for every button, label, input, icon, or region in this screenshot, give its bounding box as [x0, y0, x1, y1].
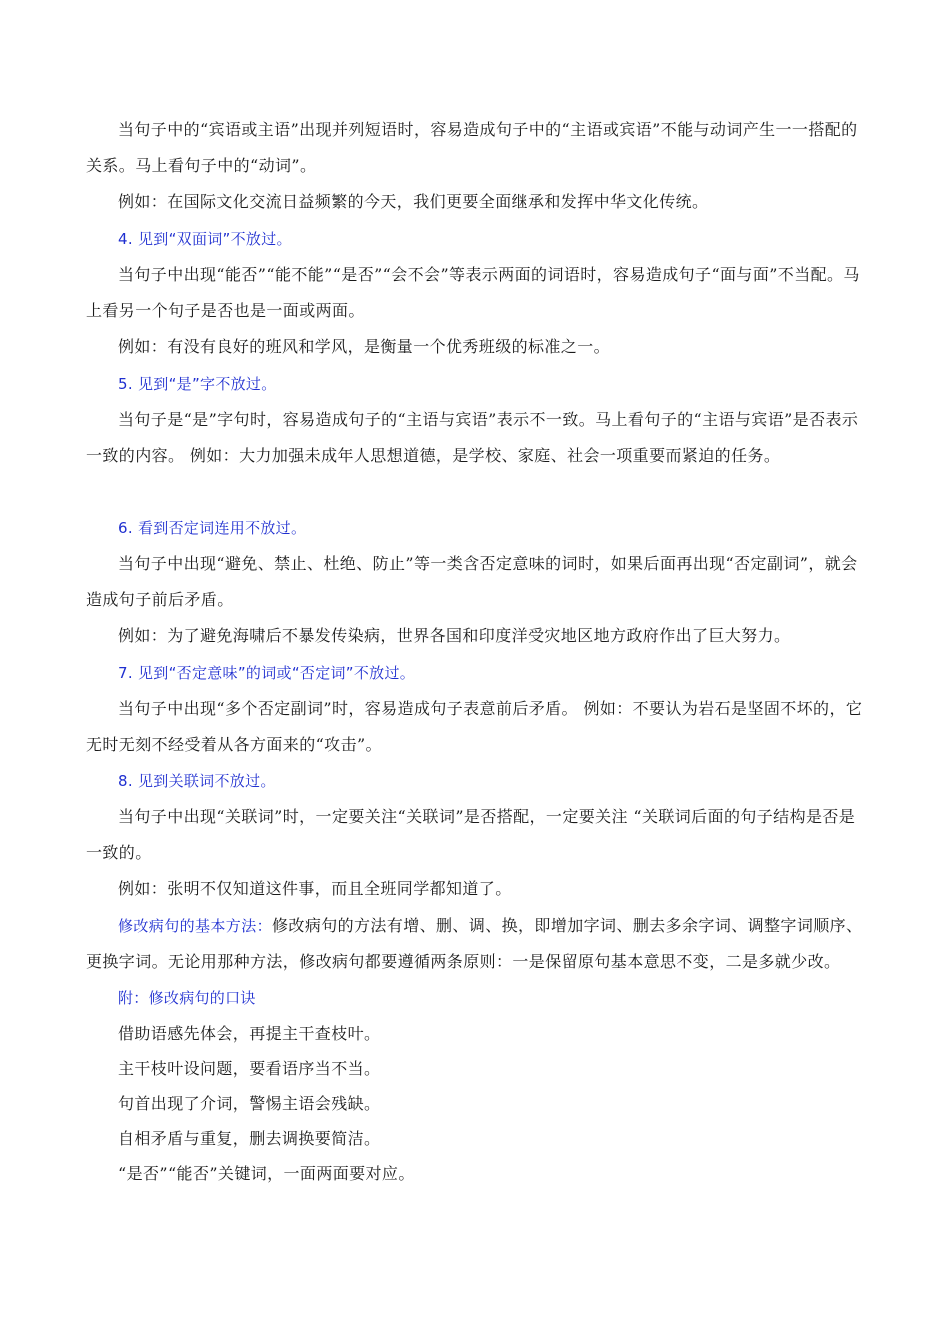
appendix-heading: 附：修改病句的口诀: [118, 989, 256, 1007]
paragraph: 当句子中出现“能否”“能不能”“是否”“会不会”等表示两面的词语时，容易造成句子“面与面”不当配。马上看另一个句子是否也是一面或两面。: [86, 265, 860, 320]
section-heading-8: 8. 见到关联词不放过。: [118, 772, 276, 790]
section-heading-6: 6. 看到否定词连用不放过。: [118, 519, 307, 537]
method-paragraph: [86, 908, 866, 980]
example: 例如：有没有良好的班风和学风，是衡量一个优秀班级的标准之一。: [118, 337, 611, 356]
paragraph: 当句子中出现“避免、禁止、杜绝、防止”等一类含否定意味的词时，如果后面再出现“否定副词”，就会造成句子前后矛盾。: [86, 554, 858, 609]
verse-line: “是否”“能否”关键词，一面两面要对应。: [118, 1164, 415, 1183]
verse-line: 借助语感先体会，再提主干查枝叶。: [118, 1024, 381, 1043]
section-heading-4: 4. 见到“双面词”不放过。: [118, 230, 292, 248]
verse-line: 自相矛盾与重复，删去调换要简洁。: [118, 1129, 381, 1148]
paragraph: 当句子中出现“多个否定副词”时，容易造成句子表意前后矛盾。 例如：不要认为岩石是坚固不坏的，它无时无刻不经受着从各方面来的“攻击”。: [86, 699, 863, 754]
example: 例如：张明不仅知道这件事，而且全班同学都知道了。: [118, 879, 512, 898]
section-heading-5: 5. 见到“是”字不放过。: [118, 375, 277, 393]
document-page: [86, 112, 866, 1191]
paragraph: 当句子是“是”字句时，容易造成句子的“主语与宾语”表示不一致。马上看句子的“主语与宾语”是否表示一致的内容。 例如：大力加强未成年人思想道德，是学校、家庭、社会一项重要而紧迫的任务。: [86, 410, 859, 465]
verse-line: 句首出现了介词，警惕主语会残缺。: [118, 1094, 381, 1113]
method-label: 修改病句的基本方法：: [118, 917, 273, 935]
verse-line: 主干枝叶设问题，要看语序当不当。: [118, 1059, 381, 1078]
example: 例如：在国际文化交流日益频繁的今天，我们更要全面继承和发挥中华文化传统。: [118, 192, 709, 211]
example: 例如：为了避免海啸后不暴发传染病，世界各国和印度洋受灾地区地方政府作出了巨大努力。: [118, 626, 791, 645]
paragraph: 当句子中出现“关联词”时，一定要关注“关联词”是否搭配，一定要关注 “关联词后面的句子结构是否是一致的。: [86, 807, 856, 862]
section-heading-7: 7. 见到“否定意味”的词或“否定词”不放过。: [118, 664, 416, 682]
spacer: [86, 474, 866, 510]
paragraph: 当句子中的“宾语或主语”出现并列短语时，容易造成句子中的“主语或宾语”不能与动词产生一一搭配的关系。马上看句子中的“动词”。: [86, 120, 858, 175]
method-text: 修改病句的方法有增、删、调、换，即增加字词、删去多余字词、调整字词顺序、更换字词。无论用那种方法，修改病句都要遵循两条原则：一是保留原句基本意思不变，二是多就少改。: [86, 916, 863, 971]
